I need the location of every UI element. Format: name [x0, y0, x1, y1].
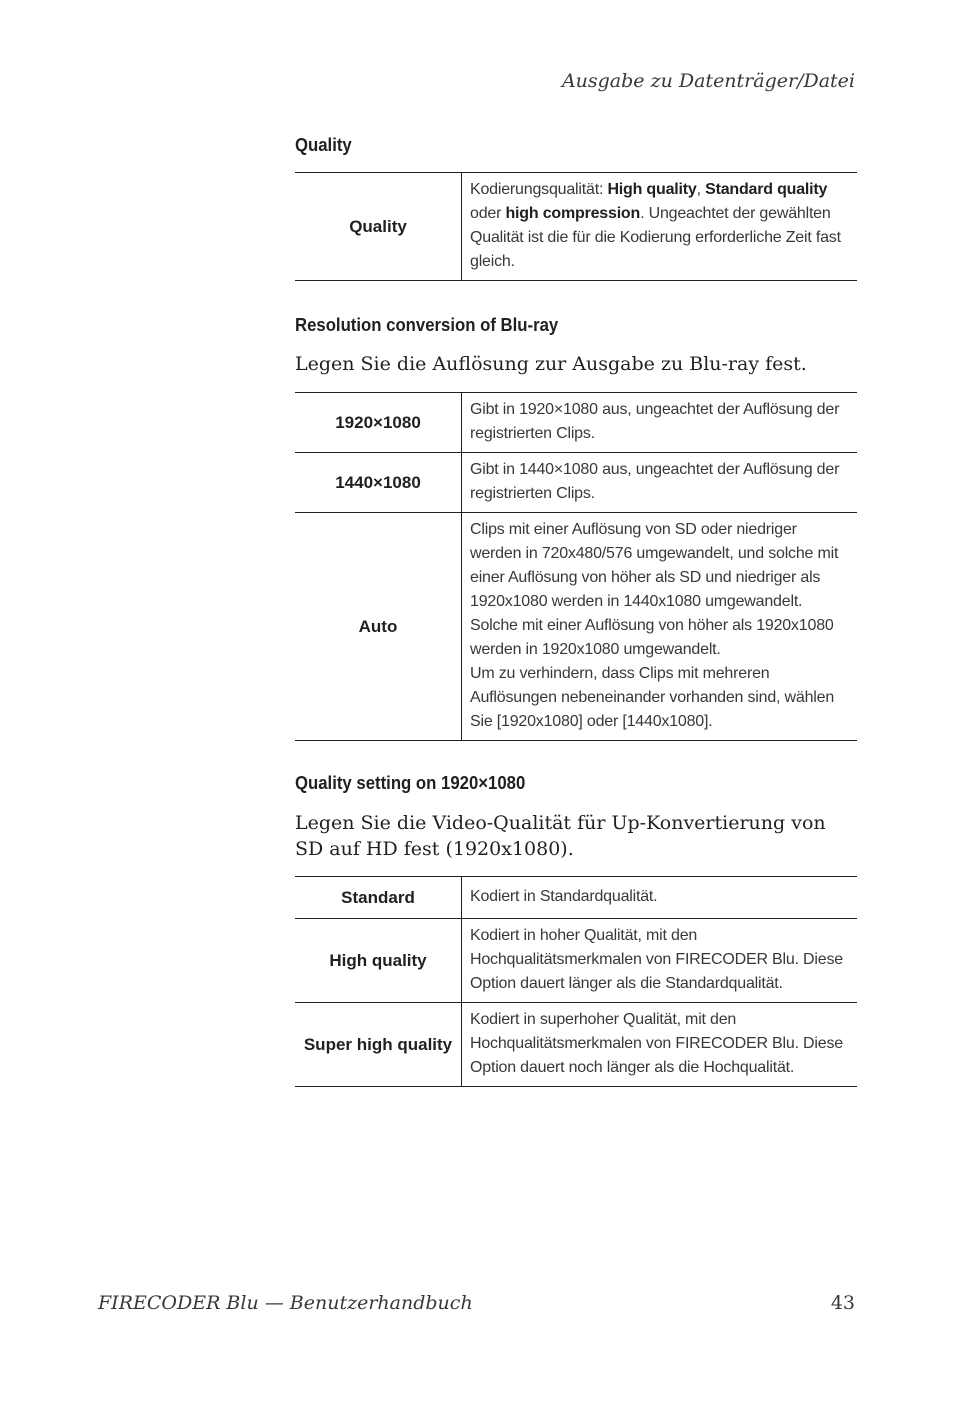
- row-description: Gibt in 1920×1080 aus, ungeachtet der Auflösung der registrierten Clips.: [470, 401, 840, 442]
- table-row: [295, 453, 857, 513]
- table-row: [295, 877, 857, 919]
- row-description: [462, 173, 858, 281]
- desc-text: oder: [470, 205, 506, 222]
- footer-manual-title: FIRECODER Blu — Benutzerhandbuch: [98, 1292, 473, 1314]
- row-label: 1440×1080: [295, 453, 462, 513]
- running-header: Ausgabe zu Datenträger/Datei: [561, 70, 855, 92]
- option-high-compression: high compression: [505, 205, 641, 222]
- row-description: Gibt in 1440×1080 aus, ungeachtet der Auflösung der registrierten Clips.: [462, 453, 858, 513]
- row-label: Quality: [295, 173, 462, 281]
- desc-text: Kodierungsqualität:: [470, 181, 608, 198]
- quality-section: [295, 135, 857, 156]
- table-row: [295, 513, 857, 741]
- row-label: Auto: [295, 513, 462, 741]
- quality-setting-section-title: Quality setting on 1920×1080: [295, 773, 526, 793]
- table-row: [295, 393, 857, 453]
- row-label: Standard: [295, 877, 462, 919]
- quality-setting-table-wrapper: [295, 876, 857, 1087]
- desc-text: Clips mit einer Auflösung von SD oder niedriger werden in 720x480/576 umgewandelt, und solche mit einer Auflösung von höher als SD und niedriger als 1920x1080 werden in 1440x1080 umgewandelt. Solche mit einer Auflösung von höher als 1920x1080 werden in 1920x1080 umgewandelt.: [470, 521, 839, 658]
- row-label: 1920×1080: [295, 393, 462, 453]
- quality-table: [295, 172, 857, 281]
- row-label: High quality: [295, 919, 462, 1003]
- resolution-intro: Legen Sie die Auflösung zur Ausgabe zu Blu-ray fest.: [295, 353, 807, 375]
- quality-section-title: Quality: [295, 135, 352, 155]
- quality-setting-table: [295, 876, 857, 1087]
- resolution-section: [295, 315, 857, 336]
- resolution-table: [295, 392, 857, 741]
- footer-page-number: 43: [830, 1292, 855, 1314]
- table-row: [295, 919, 857, 1003]
- desc-text: . Ungeachtet der gewählten Qualität ist die für die Kodierung erforderliche Zeit fast gleich.: [470, 205, 841, 270]
- option-high-quality: High quality: [607, 181, 697, 198]
- resolution-section-title: Resolution conversion of Blu-ray: [295, 315, 559, 335]
- row-description: [462, 513, 858, 741]
- table-row: [295, 1003, 857, 1087]
- desc-text: ,: [696, 181, 706, 198]
- resolution-table-wrapper: [295, 392, 857, 741]
- row-description: Kodiert in superhoher Qualität, mit den Hochqualitätsmerkmalen von FIRECODER Blu. Diese Option dauert noch länger als die Hochqualität.: [462, 1003, 858, 1087]
- desc-text: Um zu verhindern, dass Clips mit mehreren Auflösungen nebeneinander vorhanden sind, wählen Sie [1920x1080] oder [1440x1080].: [470, 665, 835, 730]
- quality-setting-intro: Legen Sie die Video-Qualität für Up-Konvertierung von SD auf HD fest (1920x1080).: [295, 812, 826, 860]
- quality-table-wrapper: [295, 172, 857, 281]
- row-description: Kodiert in Standardqualität.: [470, 888, 658, 905]
- row-description: Kodiert in hoher Qualität, mit den Hochqualitätsmerkmalen von FIRECODER Blu. Diese Option dauert länger als die Standardqualität.: [462, 919, 858, 1003]
- quality-setting-intro-wrapper: [295, 810, 857, 862]
- quality-setting-section: [295, 773, 857, 794]
- row-label: Super high quality: [295, 1003, 462, 1087]
- table-row: [295, 173, 857, 281]
- resolution-intro-wrapper: [295, 351, 857, 377]
- option-standard-quality: Standard quality: [705, 181, 828, 198]
